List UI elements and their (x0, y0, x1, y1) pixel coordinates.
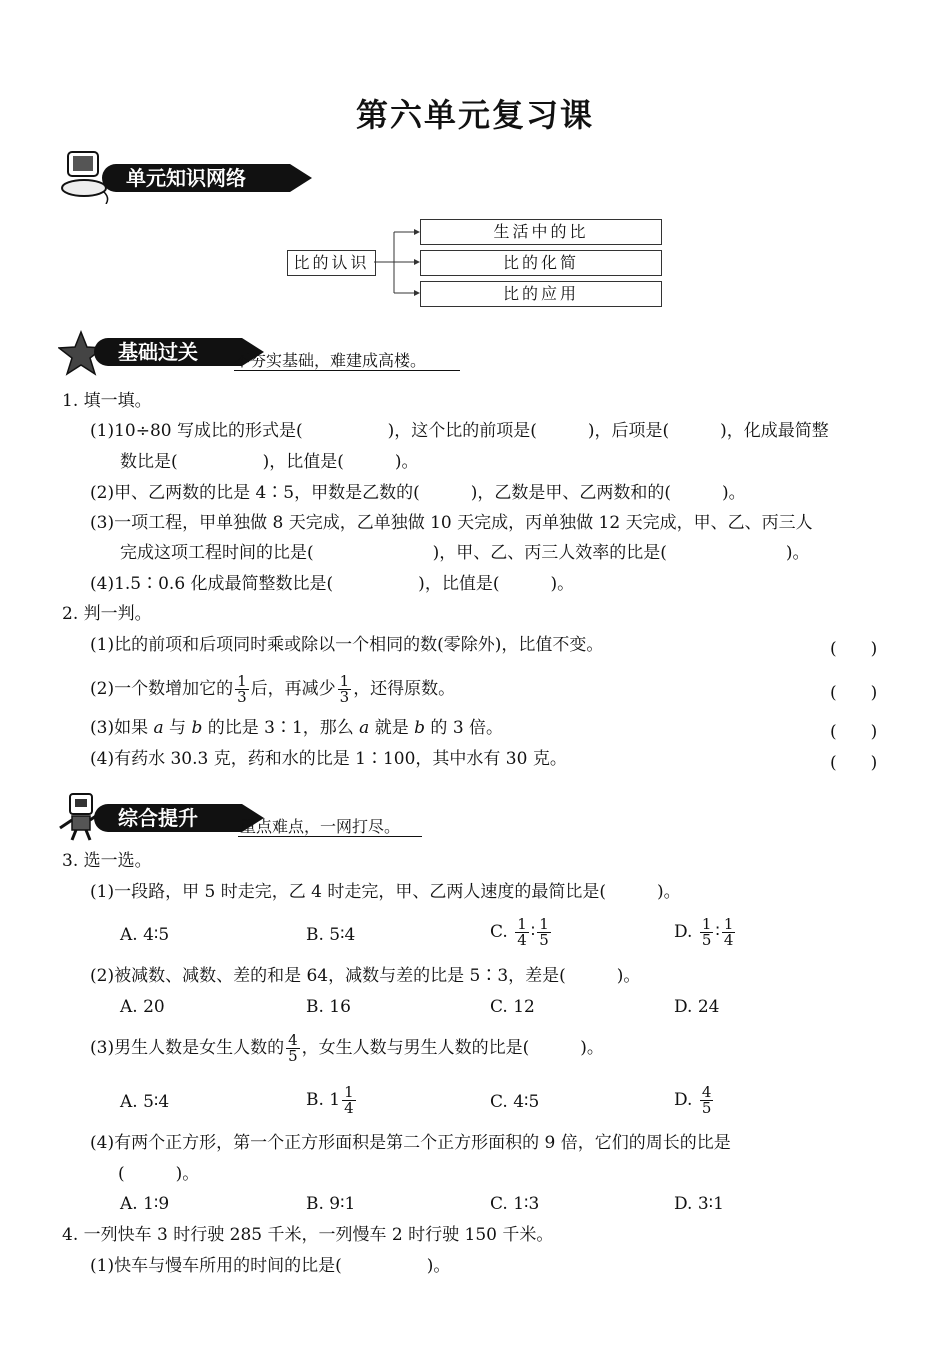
section-slogan: 重点难点，一网打尽。 (240, 817, 401, 836)
answer-paren: ( ) (830, 753, 878, 773)
q4-heading: 4. 一列快车 3 时行驶 285 千米，一列慢车 2 时行驶 150 千米。 (62, 1225, 554, 1245)
answer-paren: ( ) (830, 639, 878, 659)
fraction: $\frac{1}{3}$ (237, 672, 247, 706)
option-b: B. 16 (306, 997, 351, 1017)
page-title: 第六单元复习课 (355, 96, 594, 134)
q3-item-4-cont: ( )。 (118, 1164, 200, 1184)
q3-item-3: (3)男生人数是女生人数的 $\frac{4}{5}$ ，女生人数与男生人数的比是( )。 (90, 1031, 604, 1065)
option-d: D. $\frac{1}{5}$ ∶ $\frac{1}{4}$ (674, 915, 734, 949)
diagram-branch-3: 比的应用 (420, 281, 662, 307)
q2-item-1: (1)比的前项和后项同时乘或除以一个相同的数(零除外)，比值不变。 (90, 635, 604, 655)
option-d: D. $\frac{4}{5}$ (674, 1083, 712, 1117)
q3-item-1: (1)一段路，甲 5 时走完，乙 4 时走完，甲、乙两人速度的最简比是( )。 (90, 882, 681, 902)
q1-heading: 1. 填一填。 (62, 391, 152, 411)
q2-item-2: (2)一个数增加它的 $\frac{1}{3}$ 后，再减少 $\frac{1}{3}$ ，还得原数。 (90, 672, 456, 706)
q1-item-2: (2)甲、乙两数的比是 4∶5，甲数是乙数的( )，乙数是甲、乙两数和的( )。 (90, 483, 746, 503)
section-label: 基础过关 (94, 338, 242, 366)
option-c: C. 1∶3 (490, 1194, 540, 1214)
q1-item-1: (1)10÷80 写成比的形式是( )，这个比的前项是( )，后项是( )，化成最简整 (90, 421, 829, 441)
q2-item-3: (3)如果 a 与 b 的比是 3∶1，那么 a 就是 b 的 3 倍。 (90, 718, 504, 738)
option-c: C. 4∶5 (490, 1092, 540, 1112)
answer-paren: ( ) (830, 722, 878, 742)
fraction: $\frac{1}{3}$ (339, 672, 350, 706)
option-b: B. 9∶1 (306, 1194, 356, 1214)
diagram-branch-1: 生活中的比 (420, 219, 662, 245)
q1-item-3-cont: 完成这项工程时间的比是( )，甲、乙、丙三人效率的比是( )。 (120, 543, 810, 563)
q1-item-3: (3)一项工程，甲单独做 8 天完成，乙单独做 10 天完成，丙单独做 12 天完成，甲、乙、丙三人 (90, 513, 813, 533)
q2-item-4: (4)有药水 30.3 克，药和水的比是 1∶100，其中水有 30 克。 (90, 749, 567, 769)
q3-item-4: (4)有两个正方形，第一个正方形面积是第二个正方形面积的 9 倍，它们的周长的比是 (90, 1133, 731, 1153)
option-d: D. 3∶1 (674, 1194, 724, 1214)
option-b: B. 1 $\frac{1}{4}$ (306, 1083, 354, 1117)
section-label: 单元知识网络 (102, 164, 290, 192)
q3-heading: 3. 选一选。 (62, 851, 152, 871)
diagram-connectors (374, 220, 424, 310)
section-banner-advanced (58, 800, 438, 836)
option-a: A. 5∶4 (120, 1092, 170, 1112)
q1-item-1-cont: 数比是( )，比值是( )。 (120, 452, 419, 472)
section-banner-network (58, 160, 298, 196)
option-a: A. 20 (120, 997, 165, 1017)
option-b: B. 5∶4 (306, 925, 356, 945)
q4-item-1: (1)快车与慢车所用的时间的比是( )。 (90, 1256, 451, 1276)
fraction: $\frac{4}{5}$ (288, 1031, 298, 1065)
q1-item-4: (4)1.5∶0.6 化成最简整数比是( )，比值是( )。 (90, 574, 575, 594)
section-label: 综合提升 (94, 804, 242, 832)
option-a: A. 1∶9 (120, 1194, 170, 1214)
answer-paren: ( ) (830, 683, 878, 703)
option-a: A. 4∶5 (120, 925, 170, 945)
q2-heading: 2. 判一判。 (62, 604, 152, 624)
section-banner-basic (58, 334, 468, 370)
option-c: C. $\frac{1}{4}$ ∶ $\frac{1}{5}$ (490, 915, 549, 949)
option-c: C. 12 (490, 997, 535, 1017)
q3-item-2: (2)被减数、减数、差的和是 64，减数与差的比是 5∶3，差是( )。 (90, 966, 641, 986)
diagram-root: 比的认识 (287, 250, 376, 276)
diagram-branch-2: 比的化简 (420, 250, 662, 276)
option-d: D. 24 (674, 997, 720, 1017)
section-slogan: 不夯实基础，难建成高楼。 (234, 351, 427, 370)
